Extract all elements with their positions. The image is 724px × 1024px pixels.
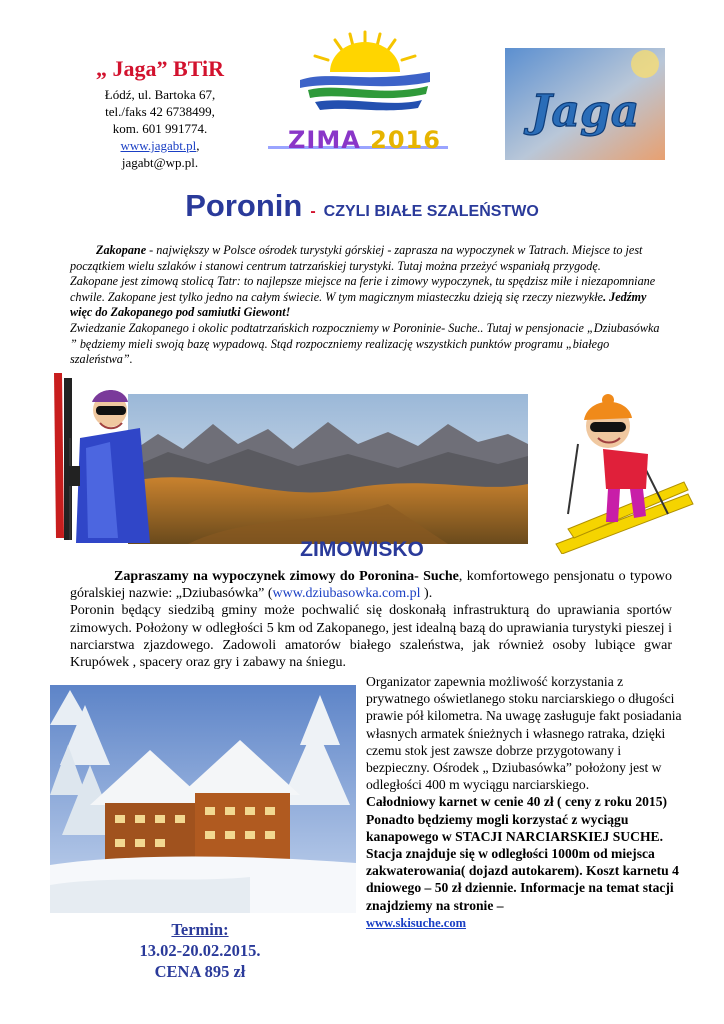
company-name: „ Jaga” BTiR: [96, 56, 224, 81]
termin-price: CENA 895 zł: [154, 962, 246, 981]
company-website-line: [60, 137, 260, 154]
section-heading: ZIMOWISKO: [300, 538, 424, 561]
termin-label: Termin:: [171, 920, 229, 939]
company-address: Łódź, ul. Bartoka 67,: [104, 87, 216, 102]
intro-p2-bold: . Jedźmy więc do Zakopanego pod samiutki Giewont!: [70, 289, 647, 320]
mountain-panorama-image: [128, 394, 528, 544]
season-logo: [288, 126, 458, 154]
intro-paragraph-2: [70, 274, 660, 321]
section-paragraph-1: [70, 568, 672, 602]
termin-dates: 13.02-20.02.2015.: [139, 941, 261, 960]
right-paragraph-1: Organizator zapewnia możliwość korzystania z prywatnego oświetlanego stoku narciarskiego o długości prawie pół kilometra. Na uwagę zasługuje fakt posiadania własnych armatek śnieżnych i własnego ratraka, dzięki czemu stok jest zawsze dobrze przygotowany i bezpieczny. Ośrodek „ Dziubasówka” położony jest w odległości 400 m wyciągu narciarskiego.: [366, 674, 682, 793]
intro-text: [70, 243, 660, 368]
intro-p1-bold: Zakopane: [96, 243, 147, 257]
season-year: 2016: [370, 126, 441, 154]
company-email: jagabt@wp.pl.: [121, 155, 199, 170]
company-phone: tel./faks 42 6738499,: [105, 104, 215, 119]
intro-p3-text: Zwiedzanie Zakopanego i okolic podtatrzańskich rozpoczniemy w Poroninie- Suche.. Tutaj w pensjonacie „Dziubasówka ” będziemy mieli swoją bazę wypadową. Stąd rozpoczniemy realizację wszystkich punktów programu „białego szaleństwa”.: [70, 320, 660, 367]
season-word: ZIMA: [288, 126, 361, 154]
company-website-link[interactable]: www.jagabt.pl: [120, 138, 197, 153]
right-column: [366, 673, 682, 932]
section-paragraph-2: Poronin będący siedzibą gminy może pochwalić się doskonałą infrastrukturą do uprawiania sportów zimowych. Położony w odległości 5 km od Zakopanego, jest idealną bazą do uprawiania turystyki pieszej i narciarstwa zjazdowego. Zadowoli amatorów białego szaleństwa, jak również osoby lubiące gwar Krupówek , spacery oraz gry i zabawy na śniegu.: [70, 603, 672, 671]
right-paragraph-2: Całodniowy karnet w cenie 40 zł ( ceny z roku 2015): [366, 794, 668, 810]
title-subtitle: CZYLI BIAŁE SZALEŃSTWO: [323, 203, 539, 220]
intro-paragraph-1: [70, 243, 660, 274]
page-title: [0, 188, 724, 224]
company-mobile: kom. 601 991774.: [112, 121, 208, 136]
intro-paragraph-3: [70, 321, 660, 368]
company-website-suffix: ,: [196, 138, 200, 153]
section-p1-a: , komfortowego pensjonatu o typowo góralskiej nazwie: „Dziubasówka” (: [70, 569, 672, 602]
section-p1-b: ).: [420, 586, 433, 602]
section-body: [70, 568, 672, 671]
company-address-block: [60, 86, 260, 171]
snowy-house-photo: [50, 685, 356, 913]
skier-right-illustration: [548, 394, 698, 554]
termin-block: [90, 919, 310, 982]
intro-p2-text: Zakopane jest zimową stolicą Tatr: to najlepsze miejsce na ferie i zimowy wypoczynek, tu spędzisz miłe i niezapomniane chwile. Zakopane jest tylko jedno na całym świecie. W tym magicznym miasteczku dzieją się rzeczy niezwykłe: [70, 274, 656, 304]
right-paragraph-3: Ponadto będziemy mogli korzystać z wyciągu kanapowego w STACJI NARCIARSKIEJ SUCHE. Stacja znajduje się w odległości 1000m od miejsca zakwaterowania( dojazd autokarem). Koszt karnetu 4 dniowego – 50 zł dziennie. Informacje na temat stacji znajdziemy na stronie –: [366, 811, 679, 913]
skisuche-link[interactable]: www.skisuche.com: [366, 915, 467, 930]
title-dash: -: [310, 203, 316, 220]
sun-landscape-logo-icon: [290, 22, 440, 122]
dziubasowka-link[interactable]: www.dziubasowka.com.pl: [272, 586, 421, 602]
jaga-logo-text: Jaga: [530, 86, 640, 137]
jaga-logo: [505, 48, 665, 160]
title-main: Poronin: [185, 188, 303, 223]
skier-left-illustration: [40, 368, 160, 543]
section-p1-bold: Zapraszamy na wypoczynek zimowy do Poronina- Suche: [114, 569, 459, 584]
intro-p1-text: - największy w Polsce ośrodek turystyki górskiej - zaprasza na wypoczynek w Tatrach. Miejsce to jest początkiem wielu szlaków i stanowi centrum tatrzańskiej turystyki. Tutaj można przeżyć wspaniałą przygodę.: [70, 243, 643, 273]
